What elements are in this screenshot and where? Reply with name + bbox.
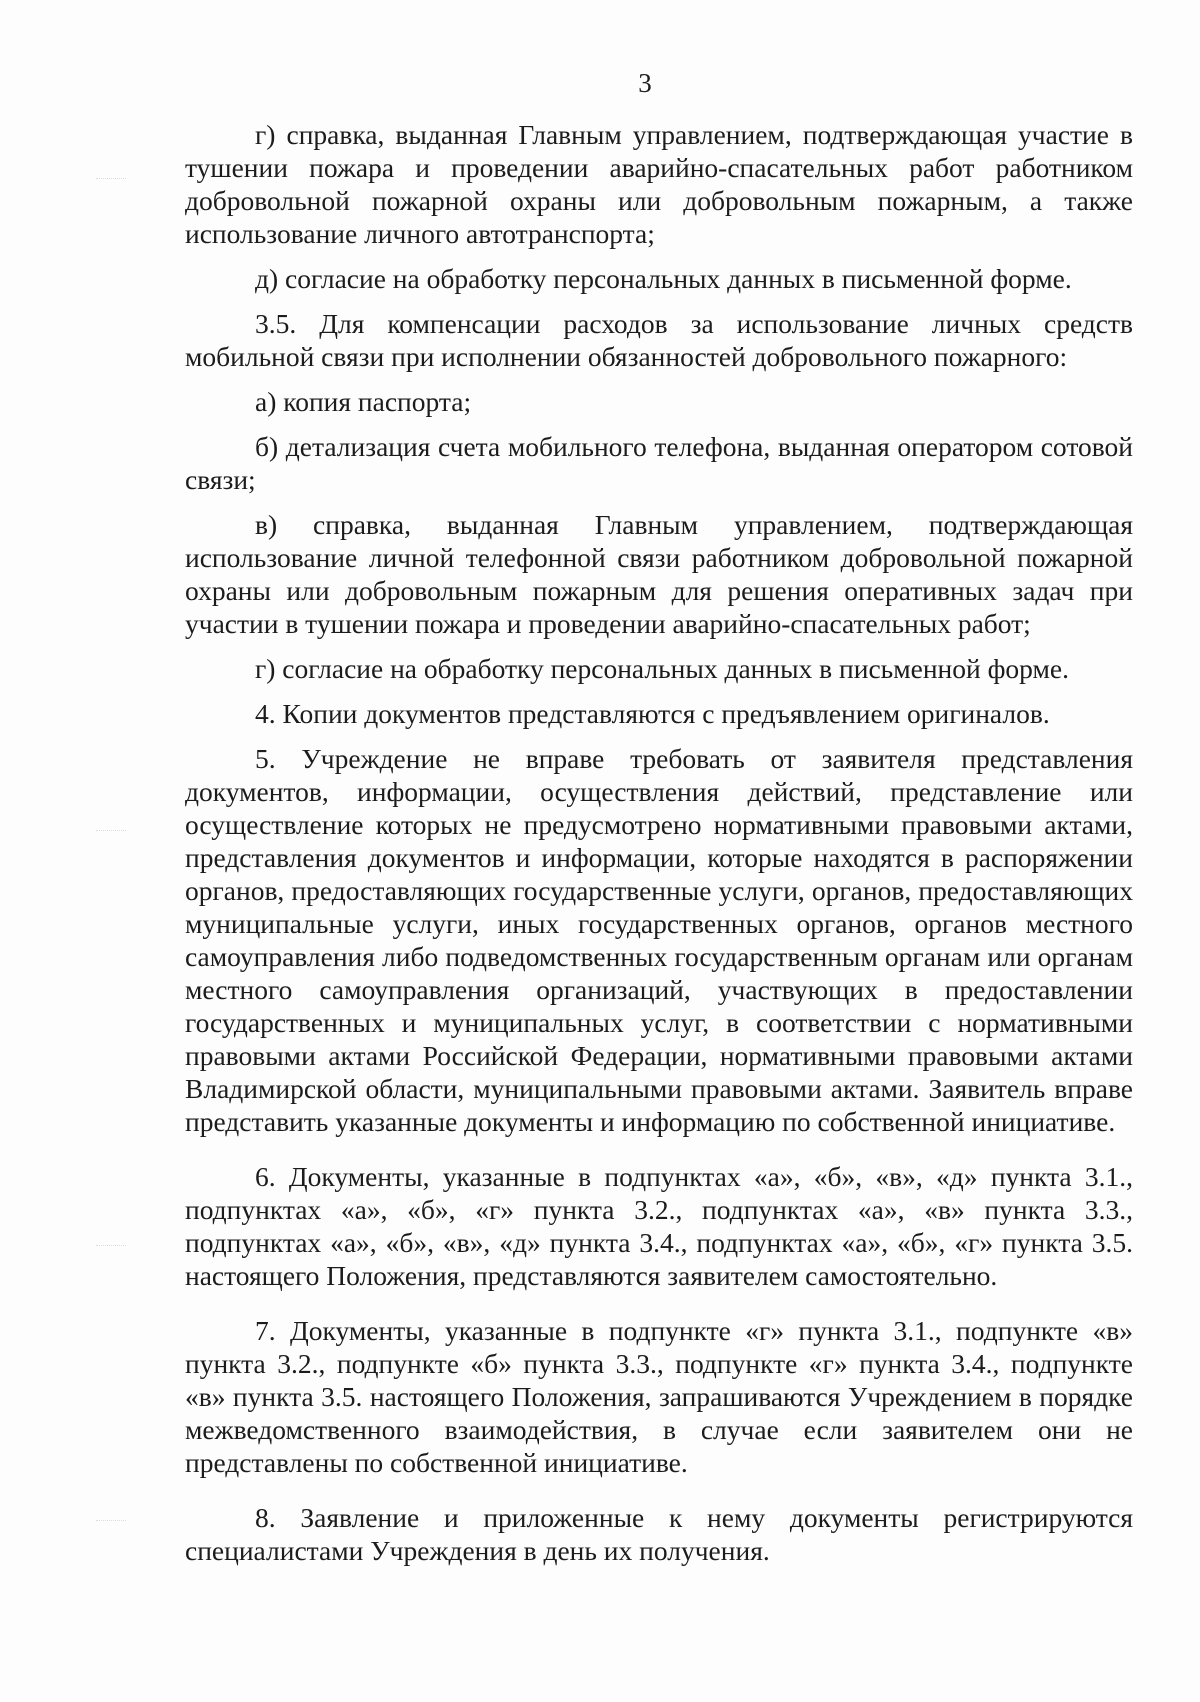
scan-speck [96,830,126,832]
paragraph-3-5-b: б) детализация счета мобильного телефона, выданная оператором сотовой связи; [185,431,1133,495]
paragraph-6: 6. Документы, указанные в подпунктах «а», «б», «в», «д» пункта 3.1., подпунктах «а», «б», «г» пункта 3.2., подпунктах «а», «в» пункта 3.3., подпунктах «а», «б», «в», «д» пункта 3.4., подпунктах «а», «б», «г» пункта 3.5. настоящего Положения, представляются заявителем самостоятельно. [185,1161,1133,1291]
scan-speck [96,178,126,180]
paragraph-3-4-g: г) справка, выданная Главным управлением, подтверждающая участие в тушении пожара и проведении аварийно-спасательных работ работником добровольной пожарной охраны или добровольным пожарным, а также использование личного автотранспорта; [185,119,1133,249]
paragraph-3-4-d: д) согласие на обработку персональных данных в письменной форме. [255,263,1072,294]
paragraph-3-5-a: а) копия паспорта; [255,386,472,417]
paragraph-5: 5. Учреждение не вправе требовать от заявителя представления документов, информации, осуществления действий, представление или осуществление которых не предусмотрено нормативными правовыми актами, представления документов и информации, которые находятся в распоряжении органов, предоставляющих государственные услуги, органов, предоставляющих муниципальные услуги, иных государственных органов, органов местного самоуправления либо подведомственных государственным органам или органам местного самоуправления организаций, участвующих в предоставлении государственных и муниципальных услуг, в соответствии с нормативными правовыми актами Российской Федерации, нормативными правовыми актами Владимирской области, муниципальными правовыми актами. Заявитель вправе представить указанные документы и информацию по собственной инициативе. [185,743,1133,1137]
paragraph-3-5-v: в) справка, выданная Главным управлением, подтверждающая использование личной телефонной связи работником добровольной пожарной охраны или добровольным пожарным для решения оперативных задач при участии в тушении пожара и проведении аварийно-спасательных работ; [185,509,1133,639]
paragraph-8: 8. Заявление и приложенные к нему документы регистрируются специалистами Учреждения в день их получения. [185,1502,1133,1566]
page-number: 3 [638,68,652,98]
paragraph-3-5-g: г) согласие на обработку персональных данных в письменной форме. [255,653,1069,684]
scan-speck [96,1520,126,1522]
paragraph-4: 4. Копии документов представляются с предъявлением оригиналов. [255,698,1050,729]
scan-speck [96,1245,126,1247]
paragraph-3-5: 3.5. Для компенсации расходов за использование личных средств мобильной связи при исполнении обязанностей добровольного пожарного: [185,308,1133,372]
document-body [185,118,1133,1579]
paragraph-7: 7. Документы, указанные в подпункте «г» пункта 3.1., подпункте «в» пункта 3.2., подпункте «б» пункта 3.3., подпункте «г» пункта 3.4., подпункте «в» пункта 3.5. настоящего Положения, запрашиваются Учреждением в порядке межведомственного взаимодействия, в случае если заявителем они не представлены по собственной инициативе. [185,1315,1133,1478]
